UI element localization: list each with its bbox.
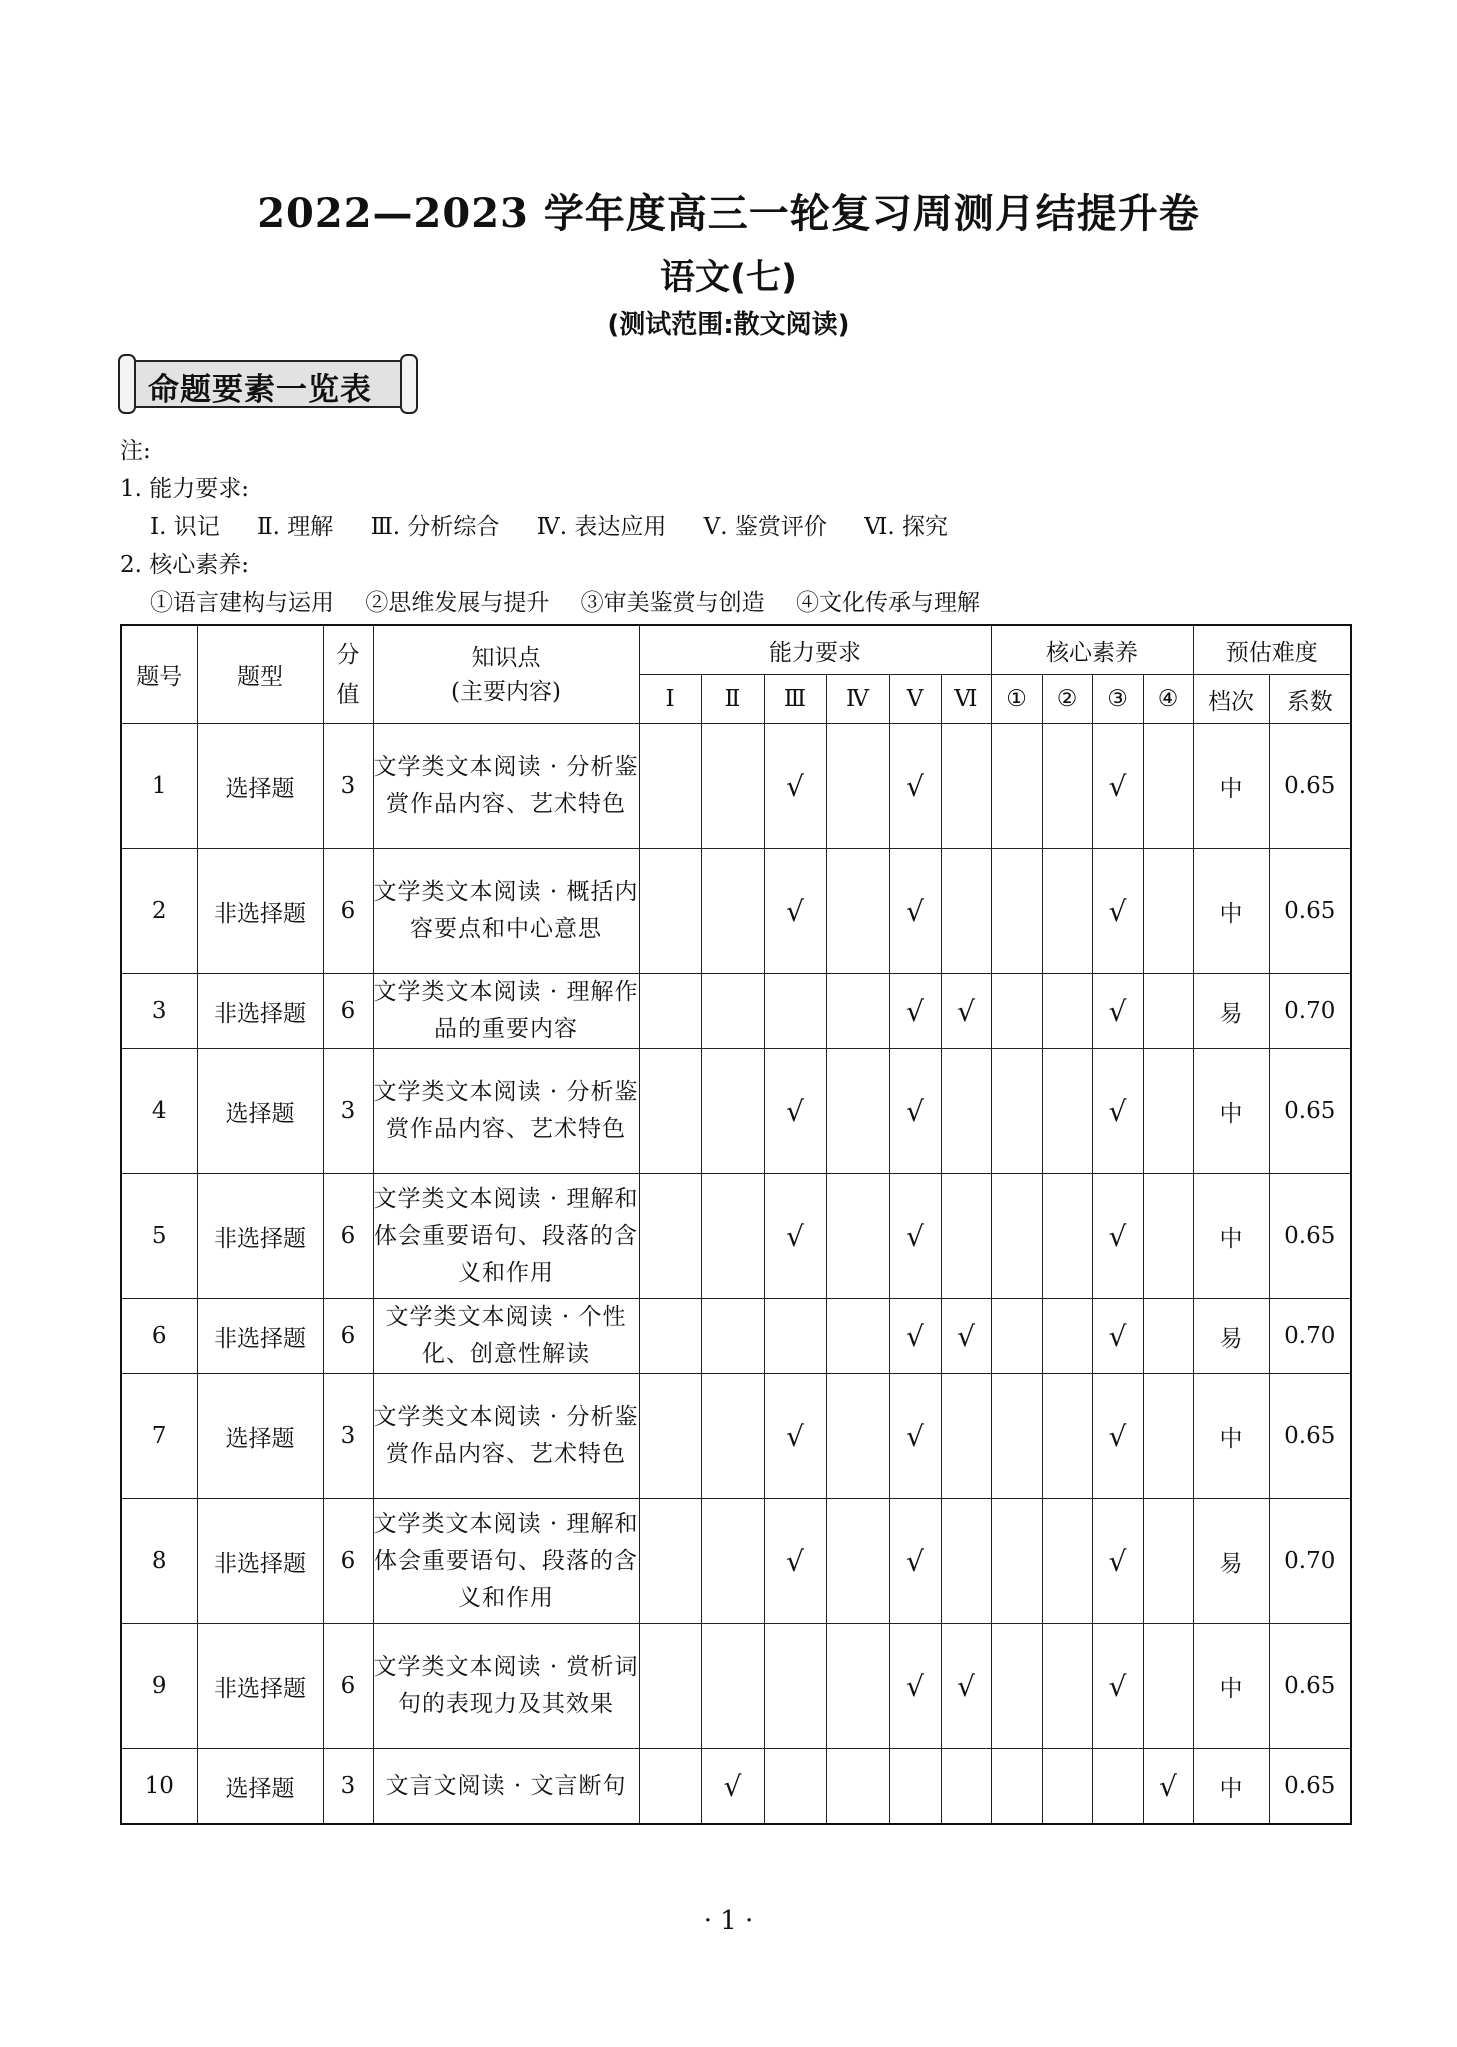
ability-item: Ⅵ. 探究 — [864, 514, 948, 540]
header-ability-col: Ⅲ — [764, 675, 826, 724]
cell-type: 选择题 — [197, 724, 323, 849]
cell-ability-6: √ — [941, 974, 991, 1049]
cell-type: 非选择题 — [197, 1499, 323, 1624]
cell-ability-6 — [941, 1374, 991, 1499]
cell-ability-6: √ — [941, 1299, 991, 1374]
ability-item: Ⅲ. 分析综合 — [370, 514, 500, 540]
cell-level: 中 — [1193, 724, 1269, 849]
cell-literacy-1 — [991, 724, 1042, 849]
cell-type: 非选择题 — [197, 1624, 323, 1749]
cell-num: 1 — [121, 724, 197, 849]
cell-ability-3: √ — [764, 1374, 826, 1499]
cell-literacy-4: √ — [1143, 1749, 1193, 1825]
cell-type: 选择题 — [197, 1749, 323, 1825]
cell-score: 3 — [323, 724, 373, 849]
cell-literacy-2 — [1042, 1624, 1092, 1749]
cell-ability-5: √ — [889, 849, 941, 974]
ability-item: Ⅴ. 鉴赏评价 — [703, 514, 827, 540]
cell-score: 6 — [323, 1174, 373, 1299]
cell-ability-4 — [826, 1374, 889, 1499]
cell-ability-4 — [826, 1299, 889, 1374]
cell-literacy-3: √ — [1092, 1499, 1143, 1624]
cell-num: 3 — [121, 974, 197, 1049]
cell-literacy-4 — [1143, 724, 1193, 849]
cell-literacy-3: √ — [1092, 974, 1143, 1049]
cell-level: 中 — [1193, 1624, 1269, 1749]
cell-ability-1 — [639, 1624, 701, 1749]
cell-knowledge: 文学类文本阅读 · 分析鉴赏作品内容、艺术特色 — [373, 724, 639, 849]
cell-ability-6 — [941, 1749, 991, 1825]
cell-ability-5: √ — [889, 724, 941, 849]
cell-ability-6 — [941, 1499, 991, 1624]
cell-literacy-3: √ — [1092, 1174, 1143, 1299]
header-type: 题型 — [197, 625, 323, 724]
header-knowledge-line1: 知识点 — [471, 644, 541, 671]
cell-literacy-3: √ — [1092, 1299, 1143, 1374]
cell-literacy-4 — [1143, 1174, 1193, 1299]
cell-coef: 0.65 — [1269, 1374, 1351, 1499]
table-row — [121, 1499, 1351, 1624]
page-number: · 1 · — [703, 1906, 754, 1936]
cell-knowledge: 文学类文本阅读 · 概括内容要点和中心意思 — [373, 849, 639, 974]
cell-literacy-3: √ — [1092, 724, 1143, 849]
cell-literacy-1 — [991, 1624, 1042, 1749]
table-row — [121, 974, 1351, 1049]
cell-coef: 0.70 — [1269, 1299, 1351, 1374]
header-coef: 系数 — [1269, 675, 1351, 724]
cell-literacy-3: √ — [1092, 1624, 1143, 1749]
cell-coef: 0.70 — [1269, 974, 1351, 1049]
table-row — [121, 1049, 1351, 1174]
ability-item: Ⅰ. 识记 — [150, 514, 220, 540]
cell-literacy-4 — [1143, 1299, 1193, 1374]
ability-title: 1. 能力要求: — [120, 476, 250, 502]
cell-type: 选择题 — [197, 1374, 323, 1499]
header-ability-col: Ⅴ — [889, 675, 941, 724]
cell-score: 6 — [323, 1499, 373, 1624]
cell-level: 中 — [1193, 1374, 1269, 1499]
cell-literacy-4 — [1143, 1624, 1193, 1749]
cell-ability-3 — [764, 1749, 826, 1825]
cell-level: 中 — [1193, 849, 1269, 974]
cell-literacy-1 — [991, 1749, 1042, 1825]
cell-type: 非选择题 — [197, 974, 323, 1049]
cell-ability-3: √ — [764, 1174, 826, 1299]
cell-literacy-1 — [991, 974, 1042, 1049]
cell-ability-5: √ — [889, 1049, 941, 1174]
cell-knowledge: 文学类文本阅读 · 赏析词句的表现力及其效果 — [373, 1624, 639, 1749]
cell-coef: 0.65 — [1269, 849, 1351, 974]
cell-num: 6 — [121, 1299, 197, 1374]
header-literacy-col: ② — [1042, 675, 1092, 724]
cell-literacy-2 — [1042, 1299, 1092, 1374]
cell-score: 6 — [323, 1299, 373, 1374]
cell-ability-3: √ — [764, 849, 826, 974]
header-ability: 能力要求 — [639, 625, 991, 675]
cell-num: 4 — [121, 1049, 197, 1174]
exam-elements-table — [120, 624, 1352, 1825]
table-row — [121, 849, 1351, 974]
cell-ability-4 — [826, 1749, 889, 1825]
cell-knowledge: 文学类文本阅读 · 分析鉴赏作品内容、艺术特色 — [373, 1374, 639, 1499]
cell-level: 中 — [1193, 1749, 1269, 1825]
ability-list — [120, 508, 1004, 546]
cell-coef: 0.65 — [1269, 1749, 1351, 1825]
literacy-item: ④文化传承与理解 — [795, 590, 980, 616]
cell-literacy-3: √ — [1092, 1049, 1143, 1174]
literacy-list — [120, 584, 1004, 622]
cell-ability-6 — [941, 849, 991, 974]
header-ability-col: Ⅰ — [639, 675, 701, 724]
cell-ability-4 — [826, 724, 889, 849]
cell-literacy-2 — [1042, 849, 1092, 974]
table-row — [121, 724, 1351, 849]
table-body — [121, 724, 1351, 1825]
cell-literacy-1 — [991, 1299, 1042, 1374]
notes-section — [120, 432, 1004, 622]
header-literacy-col: ① — [991, 675, 1042, 724]
cell-level: 中 — [1193, 1049, 1269, 1174]
cell-ability-2 — [701, 1049, 764, 1174]
cell-ability-1 — [639, 1174, 701, 1299]
cell-literacy-2 — [1042, 974, 1092, 1049]
cell-level: 中 — [1193, 1174, 1269, 1299]
cell-ability-5: √ — [889, 1374, 941, 1499]
cell-ability-5: √ — [889, 1174, 941, 1299]
cell-ability-1 — [639, 974, 701, 1049]
cell-ability-1 — [639, 1374, 701, 1499]
cell-ability-2 — [701, 1499, 764, 1624]
cell-num: 7 — [121, 1374, 197, 1499]
cell-score: 3 — [323, 1749, 373, 1825]
document-subtitle: 语文(七) — [660, 258, 797, 298]
cell-ability-2 — [701, 1374, 764, 1499]
cell-ability-6: √ — [941, 1624, 991, 1749]
header-num: 题号 — [121, 625, 197, 724]
cell-ability-3 — [764, 1299, 826, 1374]
table-row — [121, 1374, 1351, 1499]
cell-ability-1 — [639, 1499, 701, 1624]
cell-coef: 0.65 — [1269, 1174, 1351, 1299]
section-banner — [118, 350, 418, 414]
scroll-left-icon — [118, 354, 136, 414]
cell-ability-6 — [941, 1174, 991, 1299]
cell-literacy-1 — [991, 1499, 1042, 1624]
cell-coef: 0.65 — [1269, 1624, 1351, 1749]
header-score — [323, 625, 373, 724]
cell-num: 5 — [121, 1174, 197, 1299]
literacy-item: ①语言建构与运用 — [150, 590, 334, 616]
cell-ability-3 — [764, 1624, 826, 1749]
header-difficulty: 预估难度 — [1193, 625, 1351, 675]
ability-item: Ⅱ. 理解 — [257, 514, 334, 540]
cell-literacy-2 — [1042, 1049, 1092, 1174]
cell-knowledge: 文学类文本阅读 · 理解和体会重要语句、段落的含义和作用 — [373, 1174, 639, 1299]
cell-ability-2 — [701, 1624, 764, 1749]
cell-ability-3: √ — [764, 1499, 826, 1624]
table-row — [121, 1624, 1351, 1749]
cell-ability-2 — [701, 724, 764, 849]
header-level: 档次 — [1193, 675, 1269, 724]
header-literacy-col: ③ — [1092, 675, 1143, 724]
cell-ability-5: √ — [889, 1299, 941, 1374]
cell-knowledge: 文学类文本阅读 · 理解作品的重要内容 — [373, 974, 639, 1049]
cell-literacy-1 — [991, 1374, 1042, 1499]
cell-type: 非选择题 — [197, 1299, 323, 1374]
cell-coef: 0.65 — [1269, 1049, 1351, 1174]
cell-literacy-2 — [1042, 1374, 1092, 1499]
literacy-item: ②思维发展与提升 — [365, 590, 550, 616]
header-literacy-col: ④ — [1143, 675, 1193, 724]
header-literacy: 核心素养 — [991, 625, 1193, 675]
test-scope: (测试范围:散文阅读) — [607, 310, 850, 340]
cell-coef: 0.70 — [1269, 1499, 1351, 1624]
cell-literacy-3 — [1092, 1749, 1143, 1825]
cell-coef: 0.65 — [1269, 724, 1351, 849]
table-row — [121, 1749, 1351, 1825]
cell-literacy-2 — [1042, 1174, 1092, 1299]
header-knowledge-line2: (主要内容) — [451, 678, 561, 705]
cell-ability-4 — [826, 974, 889, 1049]
cell-ability-6 — [941, 724, 991, 849]
cell-level: 易 — [1193, 1299, 1269, 1374]
cell-score: 6 — [323, 974, 373, 1049]
cell-literacy-2 — [1042, 724, 1092, 849]
cell-type: 非选择题 — [197, 849, 323, 974]
cell-ability-1 — [639, 849, 701, 974]
cell-literacy-4 — [1143, 849, 1193, 974]
cell-ability-4 — [826, 849, 889, 974]
cell-ability-3 — [764, 974, 826, 1049]
cell-ability-5: √ — [889, 974, 941, 1049]
header-ability-col: Ⅵ — [941, 675, 991, 724]
cell-level: 易 — [1193, 974, 1269, 1049]
cell-num: 8 — [121, 1499, 197, 1624]
cell-ability-1 — [639, 1299, 701, 1374]
header-score-text: 分值 — [336, 641, 360, 708]
cell-literacy-2 — [1042, 1749, 1092, 1825]
cell-num: 2 — [121, 849, 197, 974]
cell-knowledge: 文学类文本阅读 · 分析鉴赏作品内容、艺术特色 — [373, 1049, 639, 1174]
cell-literacy-4 — [1143, 1499, 1193, 1624]
cell-num: 9 — [121, 1624, 197, 1749]
banner-title: 命题要素一览表 — [148, 372, 372, 408]
cell-ability-6 — [941, 1049, 991, 1174]
cell-literacy-4 — [1143, 1049, 1193, 1174]
cell-score: 3 — [323, 1374, 373, 1499]
document-title: 2022—2023 学年度高三一轮复习周测月结提升卷 — [257, 190, 1200, 237]
cell-ability-2 — [701, 849, 764, 974]
cell-ability-4 — [826, 1624, 889, 1749]
cell-ability-5: √ — [889, 1499, 941, 1624]
cell-ability-4 — [826, 1499, 889, 1624]
cell-ability-3: √ — [764, 724, 826, 849]
cell-literacy-1 — [991, 1049, 1042, 1174]
cell-literacy-4 — [1143, 1374, 1193, 1499]
cell-type: 非选择题 — [197, 1174, 323, 1299]
table-row — [121, 1174, 1351, 1299]
cell-ability-2 — [701, 1174, 764, 1299]
cell-score: 3 — [323, 1049, 373, 1174]
literacy-title: 2. 核心素养: — [120, 552, 250, 578]
cell-knowledge: 文学类文本阅读 · 个性化、创意性解读 — [373, 1299, 639, 1374]
cell-ability-1 — [639, 1749, 701, 1825]
cell-ability-2 — [701, 1299, 764, 1374]
cell-ability-5 — [889, 1749, 941, 1825]
cell-ability-1 — [639, 1049, 701, 1174]
cell-ability-4 — [826, 1049, 889, 1174]
cell-num: 10 — [121, 1749, 197, 1825]
cell-ability-2 — [701, 974, 764, 1049]
cell-knowledge: 文学类文本阅读 · 理解和体会重要语句、段落的含义和作用 — [373, 1499, 639, 1624]
table-row — [121, 1299, 1351, 1374]
cell-type: 选择题 — [197, 1049, 323, 1174]
literacy-item: ③审美鉴赏与创造 — [580, 590, 765, 616]
cell-literacy-2 — [1042, 1499, 1092, 1624]
cell-literacy-1 — [991, 849, 1042, 974]
ability-item: Ⅳ. 表达应用 — [536, 514, 667, 540]
cell-ability-2: √ — [701, 1749, 764, 1825]
notes-label: 注: — [120, 438, 151, 464]
header-knowledge — [373, 625, 639, 724]
cell-ability-5: √ — [889, 1624, 941, 1749]
header-ability-col: Ⅱ — [701, 675, 764, 724]
header-ability-col: Ⅳ — [826, 675, 889, 724]
cell-level: 易 — [1193, 1499, 1269, 1624]
cell-literacy-3: √ — [1092, 1374, 1143, 1499]
cell-literacy-3: √ — [1092, 849, 1143, 974]
cell-ability-1 — [639, 724, 701, 849]
scroll-right-icon — [400, 354, 418, 414]
cell-literacy-4 — [1143, 974, 1193, 1049]
cell-ability-4 — [826, 1174, 889, 1299]
cell-literacy-1 — [991, 1174, 1042, 1299]
cell-score: 6 — [323, 849, 373, 974]
cell-score: 6 — [323, 1624, 373, 1749]
cell-ability-3: √ — [764, 1049, 826, 1174]
cell-knowledge: 文言文阅读 · 文言断句 — [373, 1749, 639, 1825]
